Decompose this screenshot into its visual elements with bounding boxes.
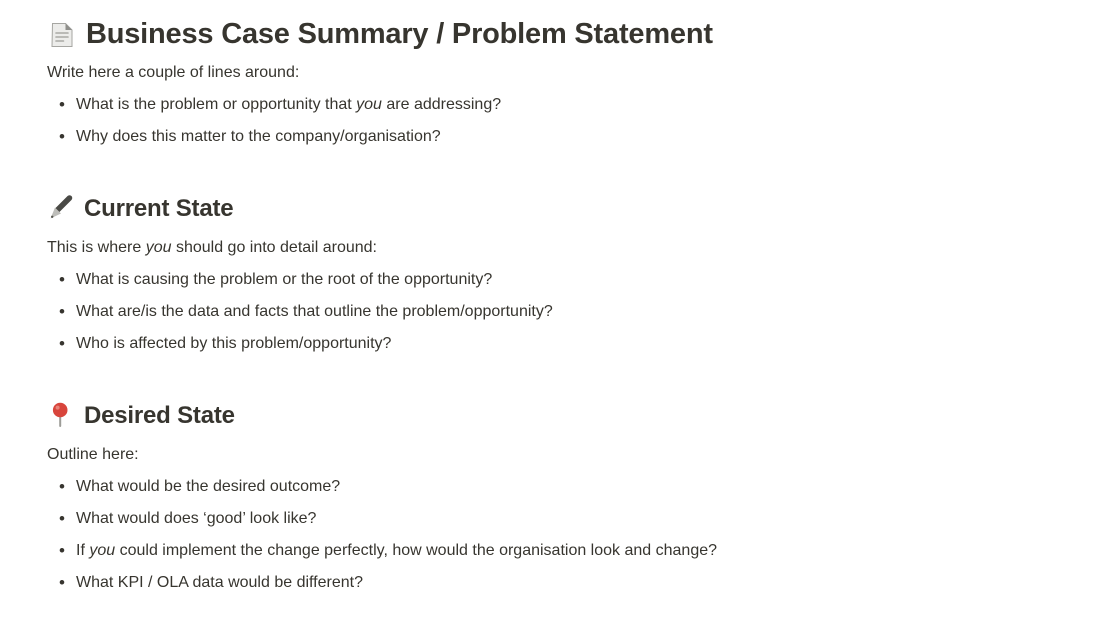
round-pushpin-icon (47, 402, 74, 429)
heading-business-case-summary[interactable] (47, 13, 1052, 57)
intro-paragraph[interactable] (47, 232, 1052, 264)
section-business-case-summary (47, 13, 1052, 153)
bullet-text-pre: What is causing the problem or the root of the opportunity? (76, 270, 493, 288)
section-title: Current State (84, 194, 234, 222)
list-item[interactable] (47, 89, 1052, 121)
list-item[interactable] (47, 535, 1052, 567)
list-item[interactable] (47, 471, 1052, 503)
bullet-text-pre: What would does ‘good’ look like? (76, 510, 317, 528)
section-title: Business Case Summary / Problem Statement (86, 18, 713, 50)
bullet-text-pre: What are/is the data and facts that outline the problem/opportunity? (76, 302, 553, 320)
bullet-list (47, 264, 1052, 360)
intro-text-pre: Outline here: (47, 446, 139, 464)
bullet-list (47, 89, 1052, 153)
section-desired-state (47, 397, 1052, 599)
heading-desired-state[interactable] (47, 397, 1052, 434)
list-item[interactable] (47, 264, 1052, 296)
bullet-text-pre: Who is affected by this problem/opportunity? (76, 334, 392, 352)
list-item[interactable] (47, 567, 1052, 599)
fountain-pen-icon (47, 195, 74, 222)
list-item[interactable] (47, 121, 1052, 153)
intro-paragraph[interactable] (47, 57, 1052, 89)
intro-text-em: you (145, 238, 172, 256)
bullet-text-post: are addressing? (381, 95, 502, 113)
intro-text-pre: Write here a couple of lines around: (47, 63, 300, 81)
bullet-text-pre: If (76, 542, 90, 560)
section-title: Desired State (84, 401, 235, 429)
heading-current-state[interactable] (47, 190, 1052, 227)
list-item[interactable] (47, 296, 1052, 328)
section-current-state (47, 190, 1052, 360)
bullet-text-pre: Why does this matter to the company/organisation? (76, 127, 441, 145)
intro-paragraph[interactable] (47, 439, 1052, 471)
bullet-text-post: could implement the change perfectly, how would the organisation look and change? (115, 542, 718, 560)
bullet-text-pre: What would be the desired outcome? (76, 478, 341, 496)
list-item[interactable] (47, 328, 1052, 360)
list-item[interactable] (47, 503, 1052, 535)
page-with-curl-icon (47, 20, 77, 50)
bullet-list (47, 471, 1052, 599)
intro-text-post: should go into detail around: (171, 238, 377, 256)
bullet-text-pre: What KPI / OLA data would be different? (76, 574, 363, 592)
bullet-text-pre: What is the problem or opportunity that (76, 95, 357, 113)
intro-text-pre: This is where (47, 238, 146, 256)
bullet-text-em: you (89, 542, 116, 560)
bullet-text-em: you (356, 95, 382, 113)
